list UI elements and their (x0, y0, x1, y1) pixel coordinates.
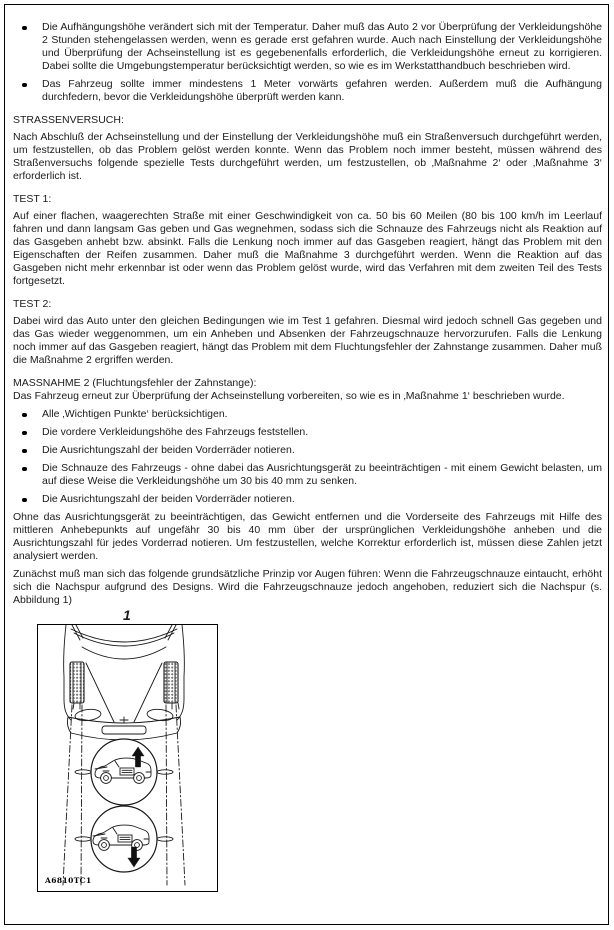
section-body-strassenversuch: Nach Abschluß der Achseinstellung und der Einstellung der Verkleidungshöhe muß ein Straßenversuch durchgeführt werden, um festzustellen, ob das Problem gelöst werden konnte. Wenn das Problem noch immer besteht, müssen während des Straßenversuchs folgende spezielle Tests durchgeführt werden, um festzustellen, ob ‚Maßnahme 2‘ oder ‚Maßnahme 3‘ erforderlich ist. (13, 131, 602, 182)
bullet-text: Die Aufhängungshöhe verändert sich mit der Temperatur. Daher muß das Auto 2 vor Überprüfung der Verkleidungshöhe 2 Stunden stehengelassen werden, wenn es gerade erst gefahren wurde. Auch nach Einstellung der Verkleidungshöhe und Überprüfung der Achseinstellung ist es gegebenenfalls erforderlich, die Verkleidungshöhe erneut zu korrigieren. Dabei sollte die Umgebungstemperatur berücksichtigt werden, so wie es im Werkstatthandbuch beschrieben wird. (42, 21, 602, 72)
paragraph: Zunächst muß man sich das folgende grundsätzliche Prinzip vor Augen führen: Wenn die Fahrzeugschnauze eintaucht, erhöht sich die Nachspur aufgrund des Designs. Wird die Fahrzeugschnauze jedoch angehoben, reduziert sich die Nachspur (s. Abbildung 1) (13, 568, 602, 606)
section-heading-strassenversuch: STRASSENVERSUCH: (13, 114, 124, 126)
bullet-icon (13, 408, 42, 421)
figure-label: 1 (123, 607, 131, 623)
section-heading-test-1: TEST 1: (13, 193, 52, 205)
bullet-icon (13, 493, 42, 506)
list-item (13, 426, 602, 439)
page-content (13, 21, 602, 892)
figure-code: A6810TC1 (45, 876, 92, 885)
left-front-tire (70, 662, 84, 703)
list-item (13, 444, 602, 457)
figure-1 (13, 609, 602, 892)
section-heading-test-2: TEST 2: (13, 298, 52, 310)
list-item (13, 21, 602, 73)
bullet-text: Die vordere Verkleidungshöhe des Fahrzeugs feststellen. (42, 426, 309, 438)
bullet-text: Die Schnauze des Fahrzeugs - ohne dabei das Ausrichtungsgerät zu beeinträchtigen - mit einem Gewicht belasten, um auf diese Weise die Verkleidungshöhe um 30 bis 40 mm zu senken. (42, 462, 602, 487)
bullet-icon (13, 78, 42, 104)
list-item (13, 462, 602, 488)
bullet-text: Die Ausrichtungszahl der beiden Vorderräder notieren. (42, 444, 295, 456)
section-body-test-2: Dabei wird das Auto unter den gleichen Bedingungen wie im Test 1 gefahren. Diesmal wird jedoch schnell Gas gegeben und das Gas wieder weggenommen, um ein Anheben und Absenken der Fahrzeugschnauze hervorzurufen. Falls die Lenkung noch immer auf das Gasgeben reagiert, hängt das Problem mit dem Fluchtungsfehler der Zahnstange zusammen. Daher muß die Maßnahme 2 ergriffen werden. (13, 315, 602, 366)
section-body-massnahme-2: Das Fahrzeug erneut zur Überprüfung der Achseinstellung vorbereiten, so wie es in ‚Maßnahme 1‘ beschrieben wurde. (13, 390, 565, 402)
section-heading-massnahme-2: MASSNAHME 2 (Fluchtungsfehler der Zahnstange): (13, 377, 257, 389)
lower-car-inset (91, 806, 157, 872)
right-front-tire (164, 662, 178, 703)
list-item (13, 493, 602, 506)
bullet-icon (13, 21, 42, 73)
bullet-icon (13, 444, 42, 457)
bullet-icon (13, 462, 42, 488)
paragraph: Ohne das Ausrichtungsgerät zu beeinträchtigen, das Gewicht entfernen und die Vorderseite des Fahrzeugs mit Hilfe des mittleren Anhebepunkts auf ungefähr 30 bis 40 mm über der ursprünglichen Verkleidungshöhe anheben und die Ausrichtungszahl für jedes Vorderrad notieren. Um festzustellen, welche Korrektur erforderlich ist, müssen diese Zahlen jetzt analysiert werden. (13, 511, 602, 562)
list-item (13, 408, 602, 421)
bullet-text: Alle ‚Wichtigen Punkte‘ berücksichtigen. (42, 408, 228, 420)
bullet-text: Das Fahrzeug sollte immer mindestens 1 Meter vorwärts gefahren werden. Außerdem muß die Aufhängung durchfedern, bevor die Verkleidungshöhe überprüft werden kann. (42, 78, 602, 103)
bullet-text: Die Ausrichtungszahl der beiden Vorderräder notieren. (42, 493, 295, 505)
bullet-icon (13, 426, 42, 439)
list-item (13, 78, 602, 104)
raise-car-inset (91, 739, 157, 805)
figure-drawing (38, 625, 215, 889)
section-body-test-1: Auf einer flachen, waagerechten Straße mit einer Geschwindigkeit von ca. 50 bis 60 Meilen (80 bis 100 km/h im Leerlauf fahren und dann langsam Gas geben und Gas wegnehmen, sodass sich die Schnauze des Fahrzeugs nicht als Reaktion auf das Gasgeben anhebt bzw. absinkt. Falls die Lenkung noch immer auf das Gasgeben reagiert, hängt das Problem mit den Eigenschaften der Reifen zusammen. Daher muß die Maßnahme 3 durchgeführt werden. Wenn die Reaktion auf das Gasgeben nicht mehr erkennbar ist oder wenn das Problem gelöst wurde, wird das Verfahren mit dem zweiten Teil des Tests fortgesetzt. (13, 210, 602, 287)
figure-box (37, 624, 218, 892)
